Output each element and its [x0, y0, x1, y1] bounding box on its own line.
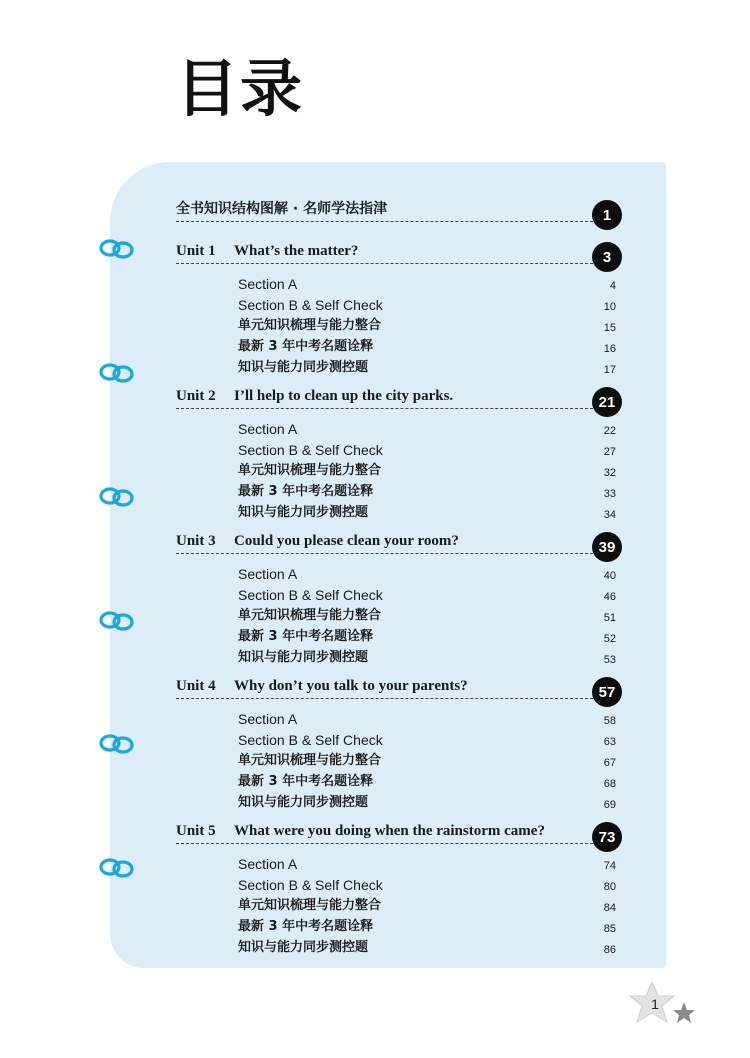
subitem-label: 知识与能力同步测控题	[238, 940, 369, 955]
subitem-page: 32	[603, 467, 616, 479]
star-decoration	[626, 980, 698, 1028]
dashed-divider	[176, 843, 608, 844]
binder-ring-icon	[98, 484, 136, 510]
toc-subitem[interactable]	[238, 564, 616, 584]
subitem-label: Section B & Self Check	[238, 732, 383, 748]
subitem-page: 69	[603, 799, 616, 811]
binder-ring-icon	[98, 236, 136, 262]
unit-heading	[176, 243, 358, 260]
subitem-page: 33	[603, 488, 616, 500]
toc-subitem[interactable]	[238, 938, 616, 958]
subitem-label: 知识与能力同步测控题	[238, 650, 369, 665]
unit-title: Why don’t you talk to your parents?	[234, 678, 468, 694]
page-number: 1	[651, 996, 659, 1012]
subitem-page: 27	[603, 446, 616, 458]
toc-unit-row[interactable]	[176, 234, 622, 264]
page-badge: 3	[592, 242, 622, 272]
subitem-label: 知识与能力同步测控题	[238, 795, 369, 810]
toc-subitem[interactable]	[238, 503, 616, 523]
subitem-label: 最新 3 年中考名题诠释	[238, 919, 374, 934]
toc-subitem[interactable]	[238, 896, 616, 916]
toc-subitem[interactable]	[238, 440, 616, 460]
subitem-page: 15	[603, 322, 616, 334]
subitem-page: 4	[609, 280, 616, 292]
unit-number: Unit 4	[176, 678, 216, 694]
toc-intro-label: 全书知识结构图解 · 名师学法指津	[176, 201, 388, 217]
subitem-page: 80	[603, 881, 616, 893]
toc-subitem[interactable]	[238, 793, 616, 813]
unit-heading	[176, 388, 453, 405]
subitem-label: Section B & Self Check	[238, 587, 383, 603]
toc-subitem[interactable]	[238, 709, 616, 729]
subitem-label: 单元知识梳理与能力整合	[238, 318, 382, 333]
subitem-page: 17	[603, 364, 616, 376]
toc-subitem[interactable]	[238, 772, 616, 792]
subitem-page: 52	[603, 633, 616, 645]
toc-subitem[interactable]	[238, 316, 616, 336]
subitem-label: 知识与能力同步测控题	[238, 505, 369, 520]
subitem-page: 40	[603, 570, 616, 582]
unit-title: What’s the matter?	[234, 243, 359, 259]
subitem-label: 最新 3 年中考名题诠释	[238, 629, 374, 644]
subitem-page: 58	[603, 715, 616, 727]
subitem-page: 34	[603, 509, 616, 521]
subitem-page: 67	[603, 757, 616, 769]
subitem-label: Section A	[238, 421, 298, 437]
subitem-page: 63	[603, 736, 616, 748]
dashed-divider	[176, 408, 608, 409]
unit-title: What were you doing when the rainstorm came?	[234, 823, 545, 839]
page-badge: 1	[592, 200, 622, 230]
subitem-label: 最新 3 年中考名题诠释	[238, 484, 374, 499]
dashed-divider	[176, 553, 608, 554]
page-badge: 39	[592, 532, 622, 562]
binder-ring-icon	[98, 608, 136, 634]
subitem-page: 46	[603, 591, 616, 603]
toc-subitem[interactable]	[238, 627, 616, 647]
subitem-page: 10	[603, 301, 616, 313]
subitem-label: 单元知识梳理与能力整合	[238, 753, 382, 768]
toc-subitem[interactable]	[238, 482, 616, 502]
subitem-label: 最新 3 年中考名题诠释	[238, 339, 374, 354]
subitem-page: 51	[603, 612, 616, 624]
page-badge: 73	[592, 822, 622, 852]
binder-ring-icon	[98, 731, 136, 757]
subitem-label: 单元知识梳理与能力整合	[238, 608, 382, 623]
unit-heading	[176, 533, 459, 550]
subitem-label: Section B & Self Check	[238, 442, 383, 458]
unit-title: Could you please clean your room?	[234, 533, 459, 549]
page-title: 目录	[176, 52, 305, 125]
subitem-label: Section A	[238, 856, 298, 872]
toc-unit-row[interactable]	[176, 814, 622, 844]
binder-ring-icon	[98, 855, 136, 881]
subitem-label: Section A	[238, 276, 298, 292]
subitem-label: Section B & Self Check	[238, 877, 383, 893]
page-badge: 21	[592, 387, 622, 417]
unit-number: Unit 3	[176, 533, 216, 549]
dashed-divider	[176, 263, 608, 264]
page-badge: 57	[592, 677, 622, 707]
subitem-page: 16	[603, 343, 616, 355]
unit-number: Unit 1	[176, 243, 216, 259]
subitem-label: Section A	[238, 711, 298, 727]
small-star-icon	[673, 1002, 695, 1023]
unit-heading	[176, 823, 545, 840]
toc-subitem[interactable]	[238, 751, 616, 771]
toc-subitem[interactable]	[238, 419, 616, 439]
toc-unit-row[interactable]	[176, 669, 622, 699]
toc-subitem[interactable]	[238, 730, 616, 750]
toc-unit-row[interactable]	[176, 379, 622, 409]
subitem-label: 最新 3 年中考名题诠释	[238, 774, 374, 789]
toc-subitem[interactable]	[238, 606, 616, 626]
unit-number: Unit 2	[176, 388, 216, 404]
toc-unit-row[interactable]	[176, 524, 622, 554]
subitem-page: 84	[603, 902, 616, 914]
subitem-page: 85	[603, 923, 616, 935]
subitem-label: 单元知识梳理与能力整合	[238, 463, 382, 478]
toc-subitem[interactable]	[238, 875, 616, 895]
subitem-label: 知识与能力同步测控题	[238, 360, 369, 375]
toc-subitem[interactable]	[238, 461, 616, 481]
dashed-divider	[176, 698, 608, 699]
subitem-label: Section B & Self Check	[238, 297, 383, 313]
toc-subitem[interactable]	[238, 854, 616, 874]
toc-subitem[interactable]	[238, 274, 616, 294]
toc-intro-row[interactable]	[176, 192, 622, 222]
toc-subitem[interactable]	[238, 917, 616, 937]
subitem-page: 74	[603, 860, 616, 872]
binder-ring-icon	[98, 360, 136, 386]
subitem-page: 22	[603, 425, 616, 437]
toc-subitem[interactable]	[238, 337, 616, 357]
subitem-page: 53	[603, 654, 616, 666]
toc-subitem[interactable]	[238, 648, 616, 668]
unit-heading	[176, 678, 468, 695]
unit-number: Unit 5	[176, 823, 216, 839]
dashed-divider	[176, 221, 608, 222]
toc-subitem[interactable]	[238, 585, 616, 605]
subitem-label: Section A	[238, 566, 298, 582]
subitem-label: 单元知识梳理与能力整合	[238, 898, 382, 913]
toc-subitem[interactable]	[238, 358, 616, 378]
subitem-page: 68	[603, 778, 616, 790]
subitem-page: 86	[603, 944, 616, 956]
toc-subitem[interactable]	[238, 295, 616, 315]
unit-title: I’ll help to clean up the city parks.	[234, 388, 454, 404]
